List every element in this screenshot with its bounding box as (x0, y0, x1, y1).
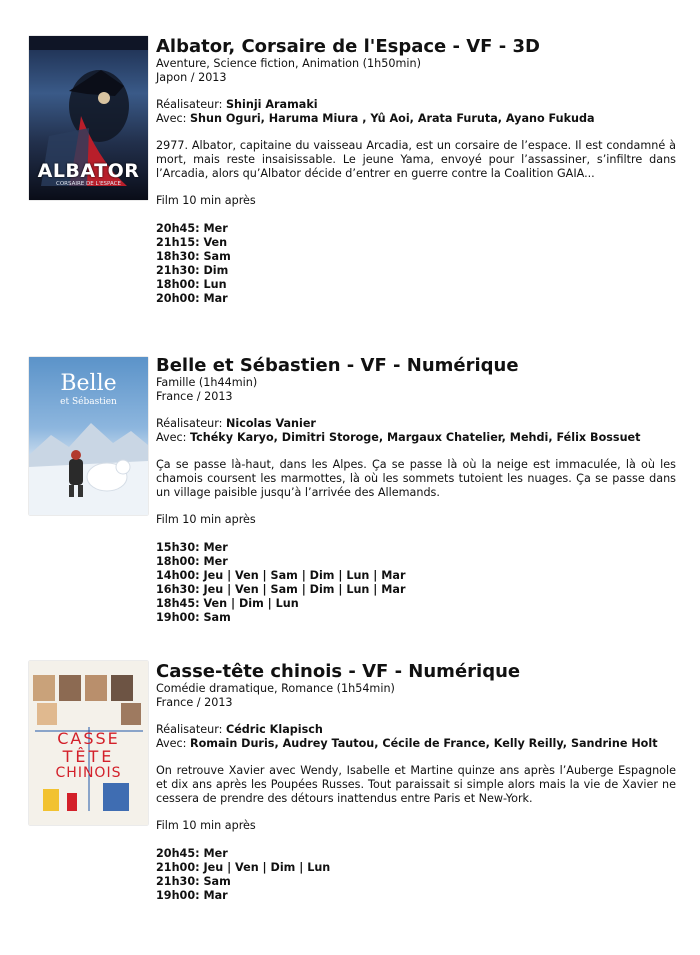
poster-title-line: TÊTE (62, 747, 115, 766)
movie-genre: Famille (1h44min) (156, 376, 258, 389)
showtime: 20h00: Mar (156, 291, 228, 305)
showtime: 19h00: Mar (156, 888, 228, 902)
movie-cast: Avec: Shun Oguri, Haruma Miura , Yû Aoi, Arata Furuta, Ayano Fukuda (156, 111, 595, 125)
movie-director: Réalisateur: Nicolas Vanier (156, 417, 316, 430)
movie-director: Réalisateur: Cédric Klapisch (156, 723, 323, 736)
showtime: 18h00: Lun (156, 277, 227, 291)
movie-info (156, 355, 676, 625)
showtime: 20h45: Mer (156, 846, 228, 860)
poster-title: Belle (60, 371, 117, 396)
showtime: 21h00: Jeu | Ven | Dim | Lun (156, 860, 331, 874)
poster-title: ALBATOR (37, 160, 140, 182)
showtime: 21h30: Sam (156, 874, 231, 888)
showtime: 21h30: Dim (156, 263, 229, 277)
movie-synopsis: On retrouve Xavier avec Wendy, Isabelle et Martine quinze ans après l’Auberge Espagnole et dix ans après les Poupées Russes. Tout paraissait si simple alors mais la vie de Xavier ne cessera de prendre des détours inattendus entre Paris et New-York. (156, 764, 676, 805)
movie-info (156, 661, 676, 903)
movie-country: Japon / 2013 (156, 70, 227, 84)
movie-genre: Aventure, Science fiction, Animation (1h50min) (156, 57, 421, 70)
movie-country: France / 2013 (156, 695, 233, 709)
movie-info (156, 36, 676, 306)
movie-genre: Comédie dramatique, Romance (1h54min) (156, 682, 395, 695)
movie-director: Réalisateur: Shinji Aramaki (156, 98, 318, 111)
showtime: 18h00: Mer (156, 554, 228, 568)
movie-poster (29, 36, 148, 200)
movie-synopsis: Ça se passe là-haut, dans les Alpes. Ça se passe là où la neige est immaculée, là où les chamois coursent les marmottes, là où les sommets tutoient les nuages. Ça se passe dans un village paisible jusqu’à l’arrivée des Allemands. (156, 458, 676, 499)
movie-cast: Avec: Romain Duris, Audrey Tautou, Cécile de France, Kelly Reilly, Sandrine Holt (156, 736, 658, 750)
movie-title: Casse-tête chinois - VF - Numérique (156, 661, 521, 682)
poster-title-line: CASSE (57, 729, 120, 748)
movie-note: Film 10 min après (156, 819, 256, 833)
showtime: 20h45: Mer (156, 221, 228, 235)
movie-title: Belle et Sébastien - VF - Numérique (156, 355, 519, 376)
poster-subtitle: et Sébastien (60, 397, 117, 407)
showtime: 16h30: Jeu | Ven | Sam | Dim | Lun | Mar (156, 582, 406, 596)
movie-cast: Avec: Tchéky Karyo, Dimitri Storoge, Margaux Chatelier, Mehdi, Félix Bossuet (156, 430, 641, 444)
movie-poster (29, 357, 148, 515)
movie-note: Film 10 min après (156, 513, 256, 527)
poster-subtitle: CORSAIRE DE L'ESPACE (56, 181, 121, 187)
showtime: 19h00: Sam (156, 610, 231, 624)
movie-poster (29, 661, 148, 825)
movie-title: Albator, Corsaire de l'Espace - VF - 3D (156, 36, 540, 57)
poster-title-line: CHINOIS (55, 765, 122, 781)
movie-country: France / 2013 (156, 389, 233, 403)
movie-note: Film 10 min après (156, 194, 256, 208)
showtime: 15h30: Mer (156, 540, 228, 554)
showtime: 18h45: Ven | Dim | Lun (156, 596, 299, 610)
showtime: 21h15: Ven (156, 235, 228, 249)
showtime: 14h00: Jeu | Ven | Sam | Dim | Lun | Mar (156, 568, 406, 582)
showtime: 18h30: Sam (156, 249, 231, 263)
movie-synopsis: 2977. Albator, capitaine du vaisseau Arcadia, est un corsaire de l’espace. Il est condamné à mort, mais reste insaisissable. Le jeune Yama, envoyé pour l’assassiner, s’infiltre dans l’Arcadia, alors qu’Albator décide d’entrer en guerre contre la Coalition GAIA... (156, 139, 676, 180)
